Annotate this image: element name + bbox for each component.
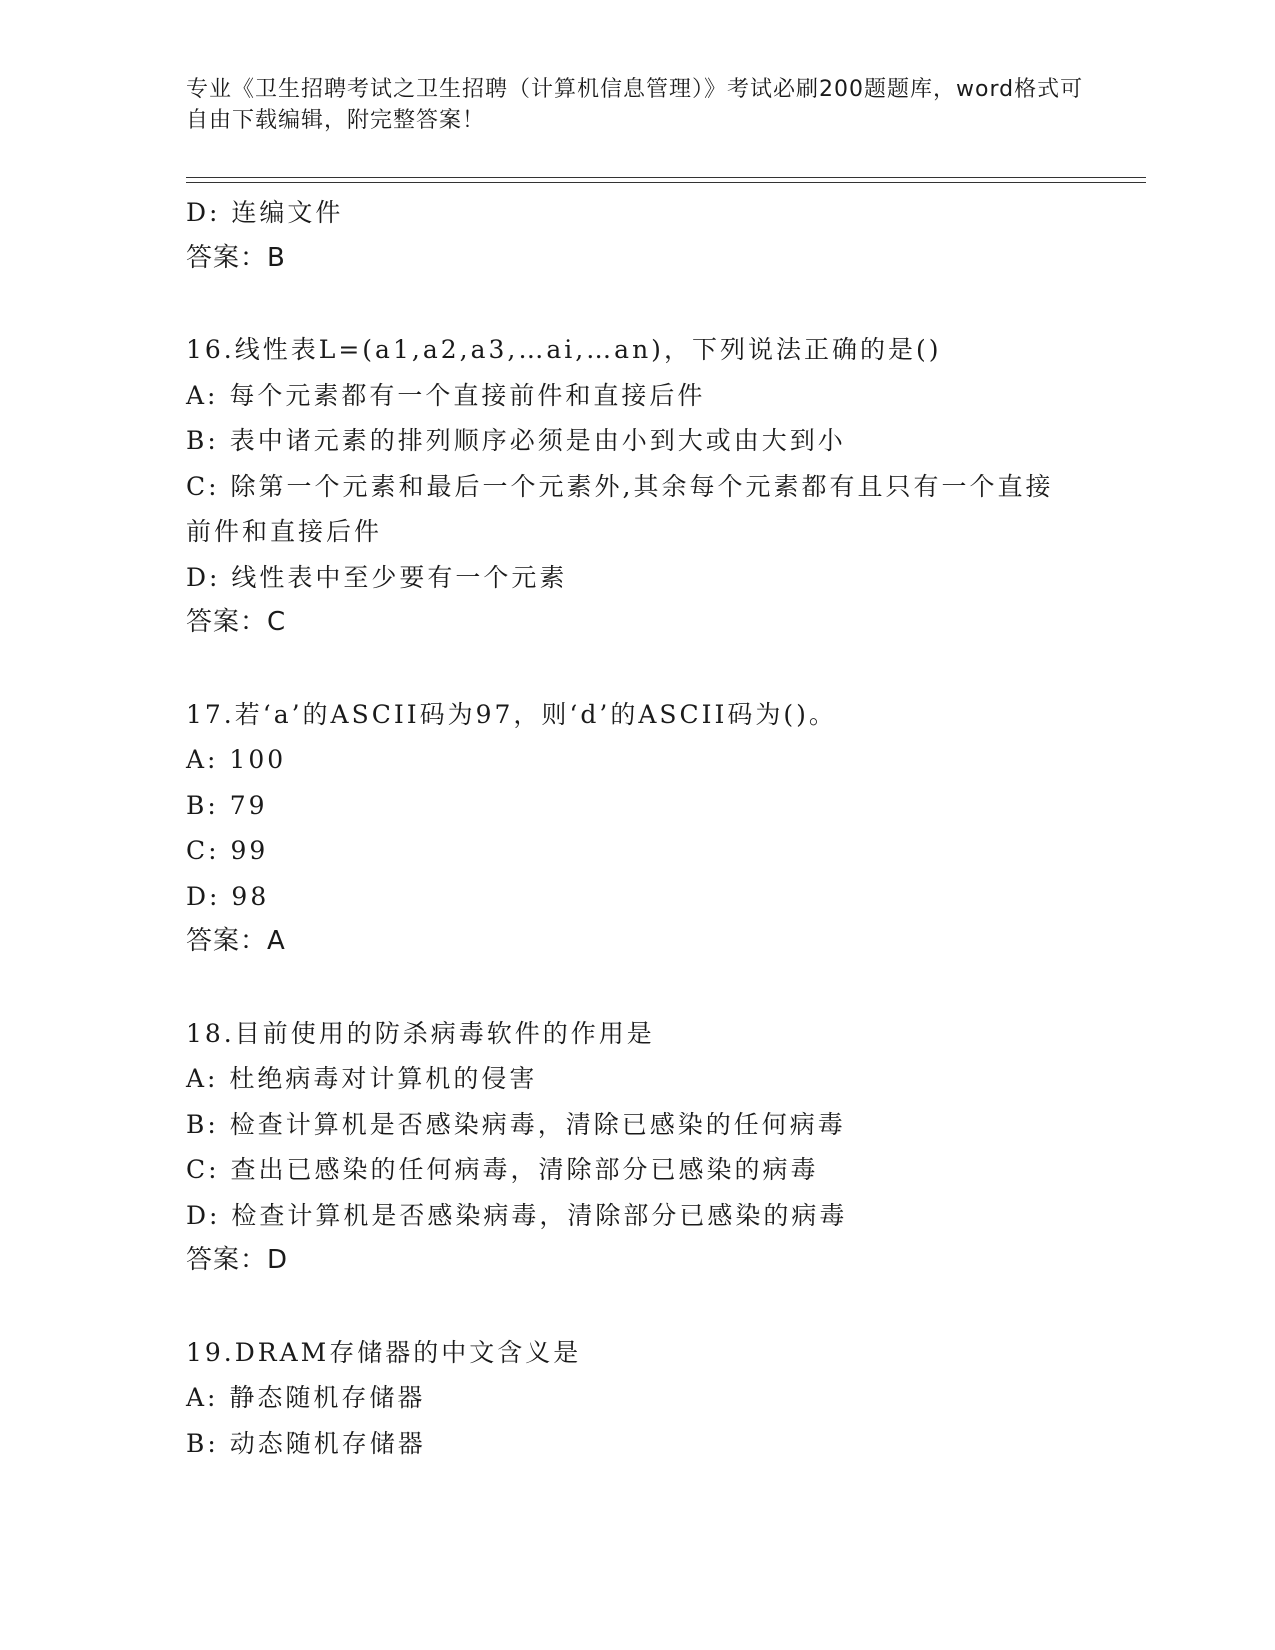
header-rule-top [186,177,1146,178]
question-text: 19.DRAM存储器的中文含义是 [186,1337,582,1367]
option-d: D: 线性表中至少要有一个元素 [186,562,568,592]
option-c: C: 查出已感染的任何病毒，清除部分已感染的病毒 [186,1155,819,1184]
answer-line: 答案：B [186,242,286,273]
document-header: 专业《卫生招聘考试之卫生招聘（计算机信息管理）》考试必刷200题题库，word格式可自由下载编辑，附完整答案！ [186,77,1084,133]
answer-line: 答案：C [186,607,287,637]
answer-line: 答案：A [186,926,286,956]
question-text: 17.若‘a’的ASCII码为97，则‘d’的ASCII码为()。 [186,699,837,729]
option-d: D: 98 [186,881,270,911]
question-16 [186,327,1066,646]
option-b: B: 79 [186,790,268,820]
question-text: 18.目前使用的防杀病毒软件的作用是 [186,1018,655,1048]
option-d: D: 检查计算机是否感染病毒，清除部分已感染的病毒 [186,1200,848,1230]
question-text: 16.线性表L=(a1,a2,a3,…ai,…an)，下列说法正确的是() [186,335,942,364]
header-rule-bottom [186,182,1146,183]
option-a: A: 静态随机存储器 [186,1383,426,1412]
document-body [186,190,1066,1466]
option-d: D: 连编文件 [186,198,344,227]
option-a: A: 杜绝病毒对计算机的侵害 [186,1064,538,1093]
question-19 [186,1330,1066,1467]
option-a: A: 每个元素都有一个直接前件和直接后件 [186,380,706,410]
previous-question-tail [186,190,1066,281]
question-17 [186,692,1066,965]
option-b: B: 表中诸元素的排列顺序必须是由小到大或由大到小 [186,426,846,455]
question-18 [186,1011,1066,1284]
answer-line: 答案：D [186,1245,289,1275]
option-c: C: 99 [186,836,269,865]
option-b: B: 检查计算机是否感染病毒，清除已感染的任何病毒 [186,1109,846,1139]
option-c: C: 除第一个元素和最后一个元素外,其余每个元素都有且只有一个直接前件和直接后件 [186,471,1054,546]
option-b: B: 动态随机存储器 [186,1428,426,1458]
option-a: A: 100 [186,745,287,774]
